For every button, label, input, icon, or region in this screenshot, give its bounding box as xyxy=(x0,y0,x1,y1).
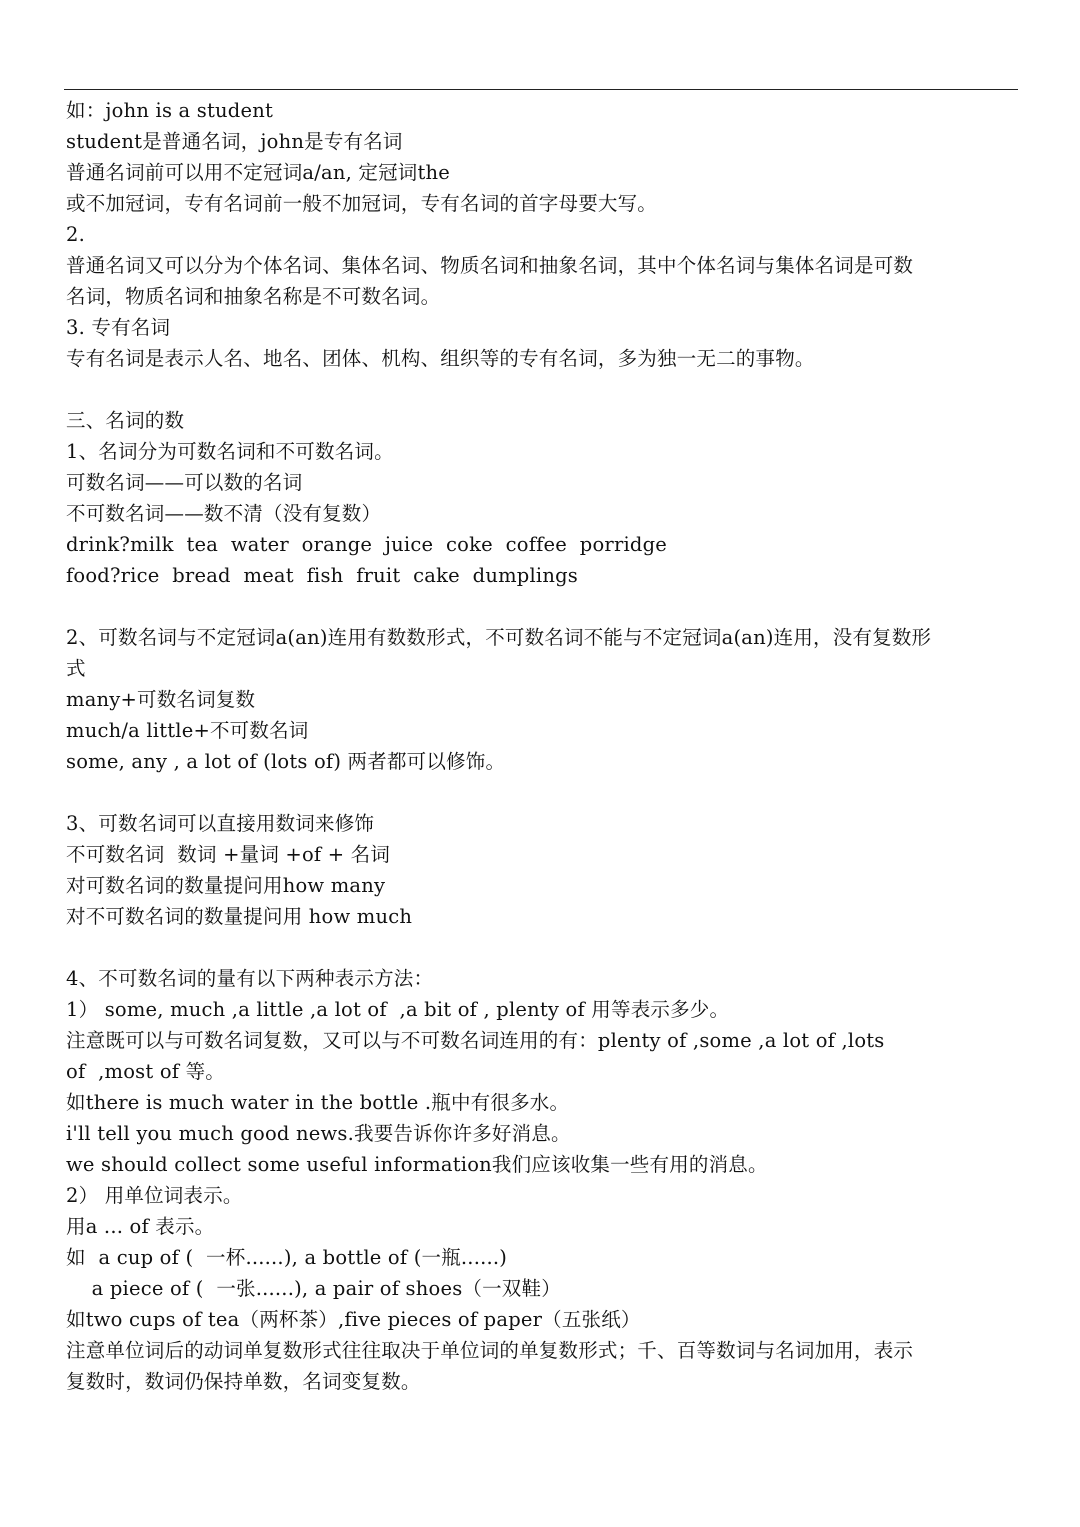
text-line: 不可数名词 数词 +量词 +of + 名词 xyxy=(66,843,391,866)
text-line: 专有名词是表示人名、地名、团体、机构、组织等的专有名词，多为独一无二的事物。 xyxy=(66,347,815,370)
text-line: 如：john is a student xyxy=(66,99,273,122)
blank-line xyxy=(66,374,1012,405)
text-line: much/a little+不可数名词 xyxy=(66,719,309,742)
header-rule xyxy=(64,89,1018,90)
text-line: 或不加冠词，专有名词前一般不加冠词，专有名词的首字母要大写。 xyxy=(66,192,658,215)
text-line: we should collect some useful information我们应该收集一些有用的消息。 xyxy=(66,1153,768,1176)
text-line: 1） some, much ,a little ,a lot of ,a bit of , plenty of 用等表示多少。 xyxy=(66,998,730,1021)
text-line: many+可数名词复数 xyxy=(66,688,256,711)
text-line: i'll tell you much good news.我要告诉你许多好消息。 xyxy=(66,1122,571,1145)
text-line: 式 xyxy=(66,657,86,680)
text-line: 4、不可数名词的量有以下两种表示方法： xyxy=(66,967,434,990)
text-line: 如there is much water in the bottle .瓶中有很多水。 xyxy=(66,1091,570,1114)
text-line: 普通名词又可以分为个体名词、集体名词、物质名词和抽象名词，其中个体名词与集体名词是可数 xyxy=(66,254,914,277)
text-line: 对可数名词的数量提问用how many xyxy=(66,874,386,897)
blank-line xyxy=(66,591,1012,622)
text-line: 如 a cup of ( 一杯......), a bottle of (一瓶......) xyxy=(66,1246,508,1269)
text-line: food?rice bread meat fish fruit cake dumplings xyxy=(66,564,579,587)
text-line: 三、名词的数 xyxy=(66,409,185,432)
text-line: 对不可数名词的数量提问用 how much xyxy=(66,905,413,928)
text-line: 可数名词——可以数的名词 xyxy=(66,471,303,494)
text-line: 名词，物质名词和抽象名称是不可数名词。 xyxy=(66,285,441,308)
text-line: 2） 用单位词表示。 xyxy=(66,1184,243,1207)
text-line: 1、名词分为可数名词和不可数名词。 xyxy=(66,440,394,463)
text-line: 如two cups of tea（两杯茶）,five pieces of paper（五张纸） xyxy=(66,1308,641,1331)
text-line: 复数时，数词仍保持单数，名词变复数。 xyxy=(66,1370,421,1393)
text-line: some, any , a lot of (lots of) 两者都可以修饰。 xyxy=(66,750,506,773)
text-line: 用a ... of 表示。 xyxy=(66,1215,215,1238)
text-line: a piece of ( 一张......), a pair of shoes（一双鞋） xyxy=(66,1277,561,1300)
text-line: drink?milk tea water orange juice coke coffee porridge xyxy=(66,533,668,556)
document-body xyxy=(66,95,1012,1397)
text-line: 注意单位词后的动词单复数形式往往取决于单位词的单复数形式；千、百等数词与名词加用，表示 xyxy=(66,1339,914,1362)
blank-line xyxy=(66,777,1012,808)
text-line: 普通名词前可以用不定冠词a/an, 定冠词the xyxy=(66,161,451,184)
text-line: 3、可数名词可以直接用数词来修饰 xyxy=(66,812,375,835)
text-line: 2、可数名词与不定冠词a(an)连用有数数形式，不可数名词不能与不定冠词a(an)连用，没有复数形 xyxy=(66,626,932,649)
blank-line xyxy=(66,932,1012,963)
text-line: 3. 专有名词 xyxy=(66,316,171,339)
text-line: 2. xyxy=(66,223,86,246)
text-line: of ,most of 等。 xyxy=(66,1060,225,1083)
text-line: student是普通名词，john是专有名词 xyxy=(66,130,403,153)
text-line: 注意既可以与可数名词复数，又可以与不可数名词连用的有：plenty of ,some ,a lot of ,lots xyxy=(66,1029,885,1052)
text-line: 不可数名词——数不清（没有复数） xyxy=(66,502,382,525)
